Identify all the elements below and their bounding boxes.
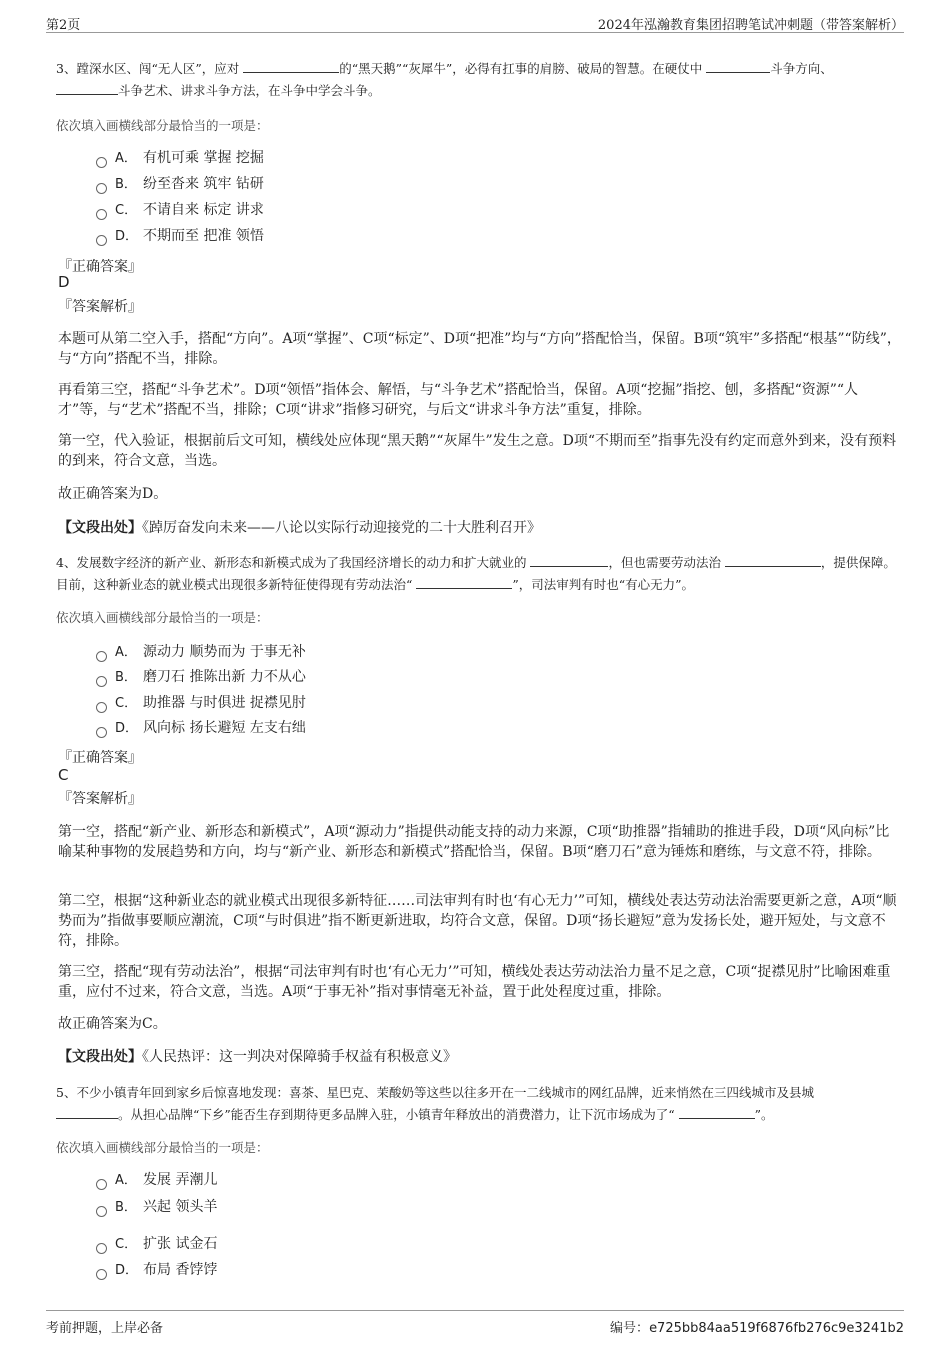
q3-option-a[interactable]: A． 有机可乘 掌握 挖掘 (96, 148, 264, 168)
radio-icon[interactable] (96, 727, 107, 738)
q3-source: 【文段出处】《踔厉奋发向未来——八论以实际行动迎接党的二十大胜利召开》 (58, 520, 541, 536)
radio-icon[interactable] (96, 1269, 107, 1280)
q3-option-c[interactable]: C． 不请自来 标定 讲求 (96, 200, 264, 220)
question-3-prompt: 依次填入画横线部分最恰当的一项是： (56, 118, 269, 133)
q3-option-b[interactable]: B． 纷至沓来 筑牢 钻研 (96, 174, 264, 194)
radio-icon[interactable] (96, 651, 107, 662)
q3-analysis-2: 再看第三空，搭配“斗争艺术”。D项“领悟”指体会、解悟，与“斗争艺术”搭配恰当，保留。A项“挖掘”指挖、刨，多搭配“资源”“人才”等，与“艺术”搭配不当，排除；C项“讲求”指修习研究，与后文“讲求斗争方法”重复，排除。 (58, 382, 859, 418)
q4-analysis-label: 『答案解析』 (58, 791, 142, 807)
radio-icon[interactable] (96, 235, 107, 246)
q3-analysis-3: 第一空，代入验证，根据前后文可知，横线处应体现“黑天鹅”“灰犀牛”发生之意。D项“不期而至”指事先没有约定而意外到来，没有预料的到来，符合文意，当选。 (58, 433, 897, 469)
q4-analysis-1: 第一空，搭配“新产业、新形态和新模式”，A项“源动力”指提供动能支持的动力来源，C项“助推器”指辅助的推进手段，D项“风向标”比喻某种事物的发展趋势和方向，均与“新产业、新形态和新模式”搭配恰当，保留。B项“磨刀石”意为锤炼和磨练，与文意不符，排除。 (58, 824, 890, 860)
question-5-text: 5、不少小镇青年回到家乡后惊喜地发现：喜茶、星巴克、茉酸奶等这些以往多开在一二线城市的网红品牌，近来悄然在三四线城市及县城 。从担心品牌“下乡”能否生存到期待更多品牌入驻，小镇青年释放出的消费潜力，让下沉市场成为了“ ”。 (56, 1085, 814, 1122)
page-header (46, 12, 904, 33)
q3-option-d[interactable]: D． 不期而至 把准 领悟 (96, 226, 264, 246)
page-number: 第2页 (46, 18, 81, 33)
document-title: 2024年泓瀚教育集团招聘笔试冲刺题（带答案解析） (597, 18, 904, 33)
q3-answer: D (58, 273, 70, 291)
q3-analysis-label: 『答案解析』 (58, 299, 142, 315)
footer-slogan: 考前押题，上岸必备 (46, 1321, 164, 1336)
q5-option-c[interactable]: C． 扩张 试金石 (96, 1234, 217, 1254)
question-4-prompt: 依次填入画横线部分最恰当的一项是： (56, 610, 269, 625)
radio-icon[interactable] (96, 209, 107, 220)
radio-icon[interactable] (96, 1206, 107, 1217)
page-footer (46, 1310, 904, 1335)
q5-option-a[interactable]: A． 发展 弄潮儿 (96, 1170, 217, 1190)
q4-analysis-4: 故正确答案为C。 (58, 1016, 167, 1032)
q3-analysis-4: 故正确答案为D。 (58, 486, 168, 502)
question-3-text: 3、蹚深水区、闯“无人区”，应对 的“黑天鹅”“灰犀牛”，必得有扛事的肩膀、破局的智慧。在硬仗中 斗争方向、 斗争艺术、讲求斗争方法，在斗争中学会斗争。 (56, 58, 896, 102)
q3-analysis-1: 本题可从第二空入手，搭配“方向”。A项“掌握”、C项“标定”、D项“把准”均与“方向”搭配恰当，保留。B项“筑牢”多搭配“根基”“防线”，与“方向”搭配不当，排除。 (58, 331, 901, 367)
question-5-prompt: 依次填入画横线部分最恰当的一项是： (56, 1140, 269, 1155)
radio-icon[interactable] (96, 157, 107, 168)
q3-answer-label: 『正确答案』 (58, 259, 142, 275)
q5-option-d[interactable]: D． 布局 香饽饽 (96, 1260, 217, 1280)
q4-analysis-2: 第二空，根据“这种新业态的就业模式出现很多新特征……司法审判有时也‘有心无力’”可知，横线处表达劳动法治需要更新之意，A项“顺势而为”指做事要顺应潮流，C项“与时俱进”指不断更新进取，均符合文意，保留。D项“扬长避短”意为发扬长处，避开短处，与文意不符，排除。 (58, 893, 897, 949)
radio-icon[interactable] (96, 702, 107, 713)
radio-icon[interactable] (96, 1179, 107, 1190)
q4-answer: C (58, 766, 69, 784)
q4-answer-label: 『正确答案』 (58, 750, 142, 766)
radio-icon[interactable] (96, 676, 107, 687)
q4-option-c[interactable]: C． 助推器 与时俱进 捉襟见肘 (96, 693, 306, 713)
radio-icon[interactable] (96, 1243, 107, 1254)
radio-icon[interactable] (96, 183, 107, 194)
document-code: 编号：e725bb84aa519f6876fb276c9e3241b2 (610, 1321, 904, 1336)
q4-source: 【文段出处】《人民热评：这一判决对保障骑手权益有积极意义》 (58, 1049, 457, 1065)
q4-analysis-3: 第三空，搭配“现有劳动法治”，根据“司法审判有时也‘有心无力’”可知，横线处表达劳动法治力量不足之意，C项“捉襟见肘”比喻困难重重，应付不过来，符合文意，当选。A项“于事无补”指对事情毫无补益，置于此处程度过重，排除。 (58, 964, 891, 1000)
q4-option-a[interactable]: A． 源动力 顺势而为 于事无补 (96, 642, 306, 662)
q4-option-d[interactable]: D． 风向标 扬长避短 左支右绌 (96, 718, 306, 738)
q5-option-b[interactable]: B． 兴起 领头羊 (96, 1197, 217, 1217)
q4-option-b[interactable]: B． 磨刀石 推陈出新 力不从心 (96, 667, 306, 687)
question-4-text: 4、发展数字经济的新产业、新形态和新模式成为了我国经济增长的动力和扩大就业的 ，但也需要劳动法治 ，提供保障。目前，这种新业态的就业模式出现很多新特征使得现有劳动法治“ ”，司法审判有时也“有心无力”。 (56, 552, 896, 596)
